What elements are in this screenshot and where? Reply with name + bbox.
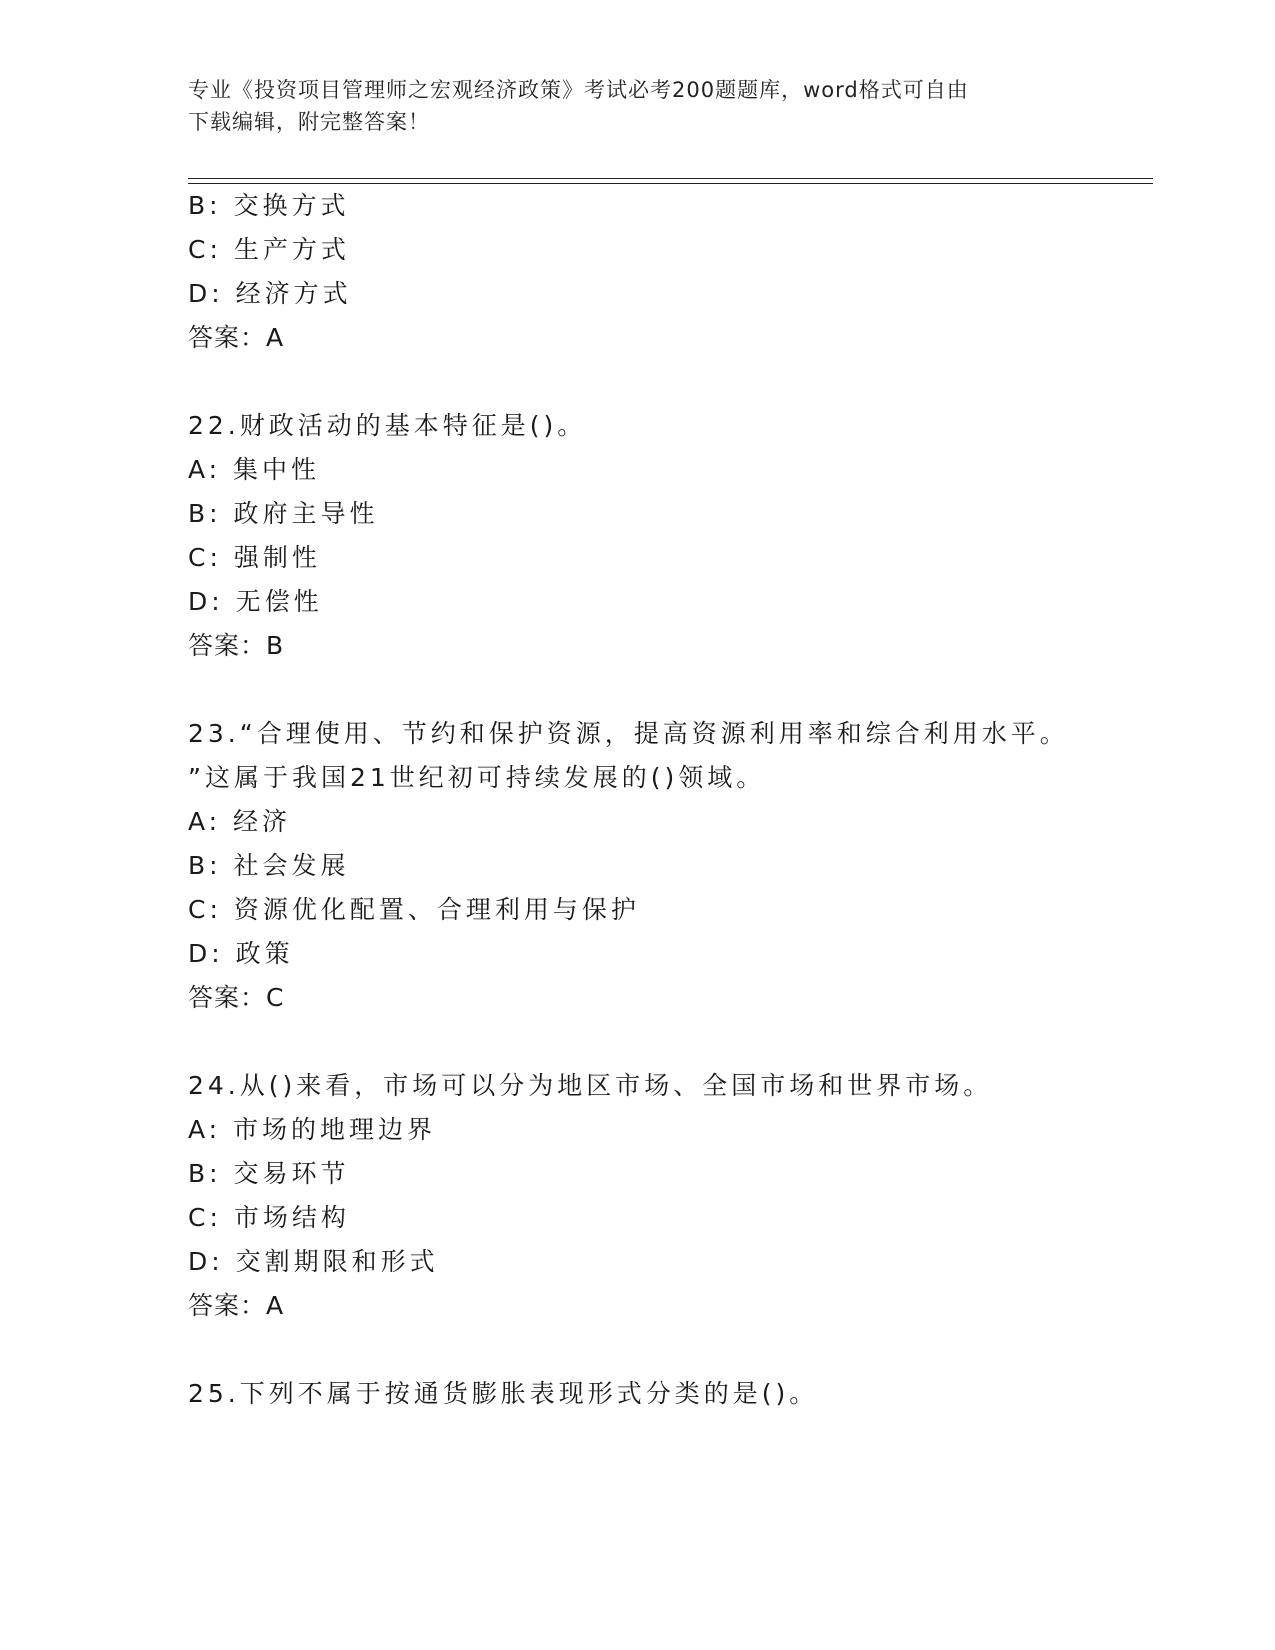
q22-option-a: A: 集中性 (188, 455, 321, 484)
header-line-2: 下载编辑，附完整答案！ (188, 110, 430, 134)
document-header (188, 74, 1088, 138)
q24-option-b: B: 交易环节 (188, 1159, 350, 1188)
q24-question: 24.从()来看，市场可以分为地区市场、全国市场和世界市场。 (188, 1071, 993, 1100)
header-divider-bottom (188, 183, 1153, 184)
q25-question: 25.下列不属于按通货膨胀表现形式分类的是()。 (188, 1379, 819, 1408)
q22-option-d: D: 无偿性 (188, 587, 323, 616)
header-divider-top (188, 178, 1153, 179)
q23-option-b: B: 社会发展 (188, 851, 350, 880)
q23-option-c: C: 资源优化配置、合理利用与保护 (188, 895, 640, 924)
q22-answer: 答案：B (188, 631, 285, 660)
q21-option-b: B: 交换方式 (188, 191, 350, 220)
header-line-1: 专业《投资项目管理师之宏观经济政策》考试必考200题题库，word格式可自由 (188, 78, 969, 102)
q21-answer: 答案：A (188, 323, 285, 352)
q22-option-c: C: 强制性 (188, 543, 321, 572)
q24-option-a: A: 市场的地理边界 (188, 1115, 437, 1144)
q23-answer: 答案：C (188, 983, 285, 1012)
q22-option-b: B: 政府主导性 (188, 499, 379, 528)
q23-question-line-1: 23.“合理使用、节约和保护资源，提高资源利用率和综合利用水平。 (188, 719, 1069, 748)
q24-option-d: D: 交割期限和形式 (188, 1247, 439, 1276)
q21-option-c: C: 生产方式 (188, 235, 350, 264)
q23-option-a: A: 经济 (188, 807, 292, 836)
q24-option-c: C: 市场结构 (188, 1203, 350, 1232)
q21-option-d: D: 经济方式 (188, 279, 352, 308)
q23-question-line-2: ”这属于我国21世纪初可持续发展的()领域。 (188, 763, 766, 792)
q22-question: 22.财政活动的基本特征是()。 (188, 411, 587, 440)
q24-answer: 答案：A (188, 1291, 285, 1320)
q23-option-d: D: 政策 (188, 939, 294, 968)
